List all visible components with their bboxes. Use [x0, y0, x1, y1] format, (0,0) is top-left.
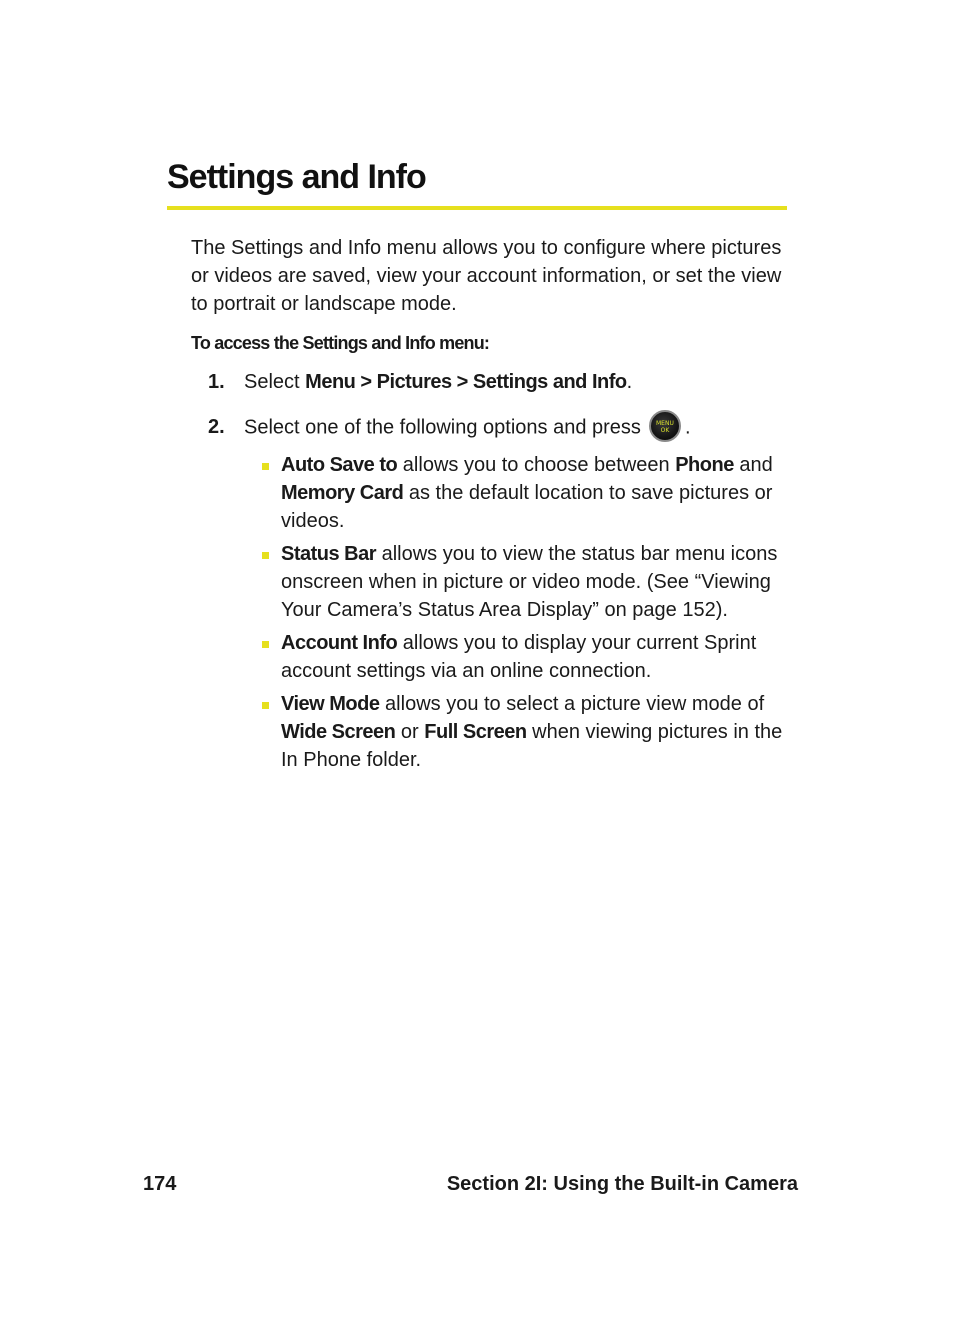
ok-key-label: OK — [660, 427, 670, 434]
option-term: Auto Save to — [281, 454, 398, 476]
step-text: Select one of the following options and press — [244, 416, 641, 439]
option-auto-save — [262, 451, 792, 535]
option-text: allows you to choose between — [397, 454, 676, 476]
option-text: allows you to view the status bar menu icons onscreen when in picture or video mode. (See “Viewing Your Camera’s Status Area Display” on page 152). — [281, 543, 778, 621]
bullet-square-icon — [262, 702, 269, 709]
option-term: Phone — [675, 454, 734, 476]
option-text: allows you to select a picture view mode of — [379, 693, 765, 715]
option-term: Memory Card — [281, 482, 404, 504]
options-list — [262, 451, 792, 779]
option-account-info — [262, 629, 792, 685]
option-term: Account Info — [281, 632, 398, 654]
menu-key-label: MENU — [656, 420, 674, 427]
option-term: Full Screen — [424, 721, 527, 743]
option-term: Status Bar — [281, 543, 377, 565]
option-text: when viewing pictures in the In Phone folder. — [281, 721, 783, 771]
procedure-heading: To access the Settings and Info menu: — [191, 333, 490, 353]
option-text: allows you to display your current Sprint account settings via an online connection. — [281, 632, 757, 682]
option-text: as the default location to save pictures or videos. — [281, 482, 773, 532]
bullet-square-icon — [262, 552, 269, 559]
option-text: or — [395, 721, 425, 743]
bullet-square-icon — [262, 641, 269, 648]
step-text: Select — [244, 371, 306, 393]
step-2 — [208, 412, 691, 444]
page-number: 174 — [143, 1173, 177, 1195]
menu-path: Menu > Pictures > Settings and Info — [305, 371, 627, 393]
page-title: Settings and Info — [167, 158, 426, 196]
option-text: and — [733, 454, 773, 476]
bullet-square-icon — [262, 463, 269, 470]
option-status-bar — [262, 540, 792, 624]
step-punct: . — [684, 416, 691, 439]
option-term: View Mode — [281, 693, 380, 715]
section-title: Section 2I: Using the Built-in Camera — [446, 1173, 798, 1195]
option-view-mode — [262, 690, 792, 774]
step-1 — [208, 368, 632, 396]
step-number: 1. — [208, 371, 225, 393]
menu-ok-key-icon — [649, 410, 681, 442]
title-rule — [167, 206, 787, 210]
step-punct: . — [626, 371, 633, 393]
step-number: 2. — [208, 416, 225, 439]
intro-paragraph: The Settings and Info menu allows you to configure where pictures or videos are saved, view your account information, or set the view to portrait or landscape mode. — [191, 237, 782, 315]
option-term: Wide Screen — [281, 721, 396, 743]
